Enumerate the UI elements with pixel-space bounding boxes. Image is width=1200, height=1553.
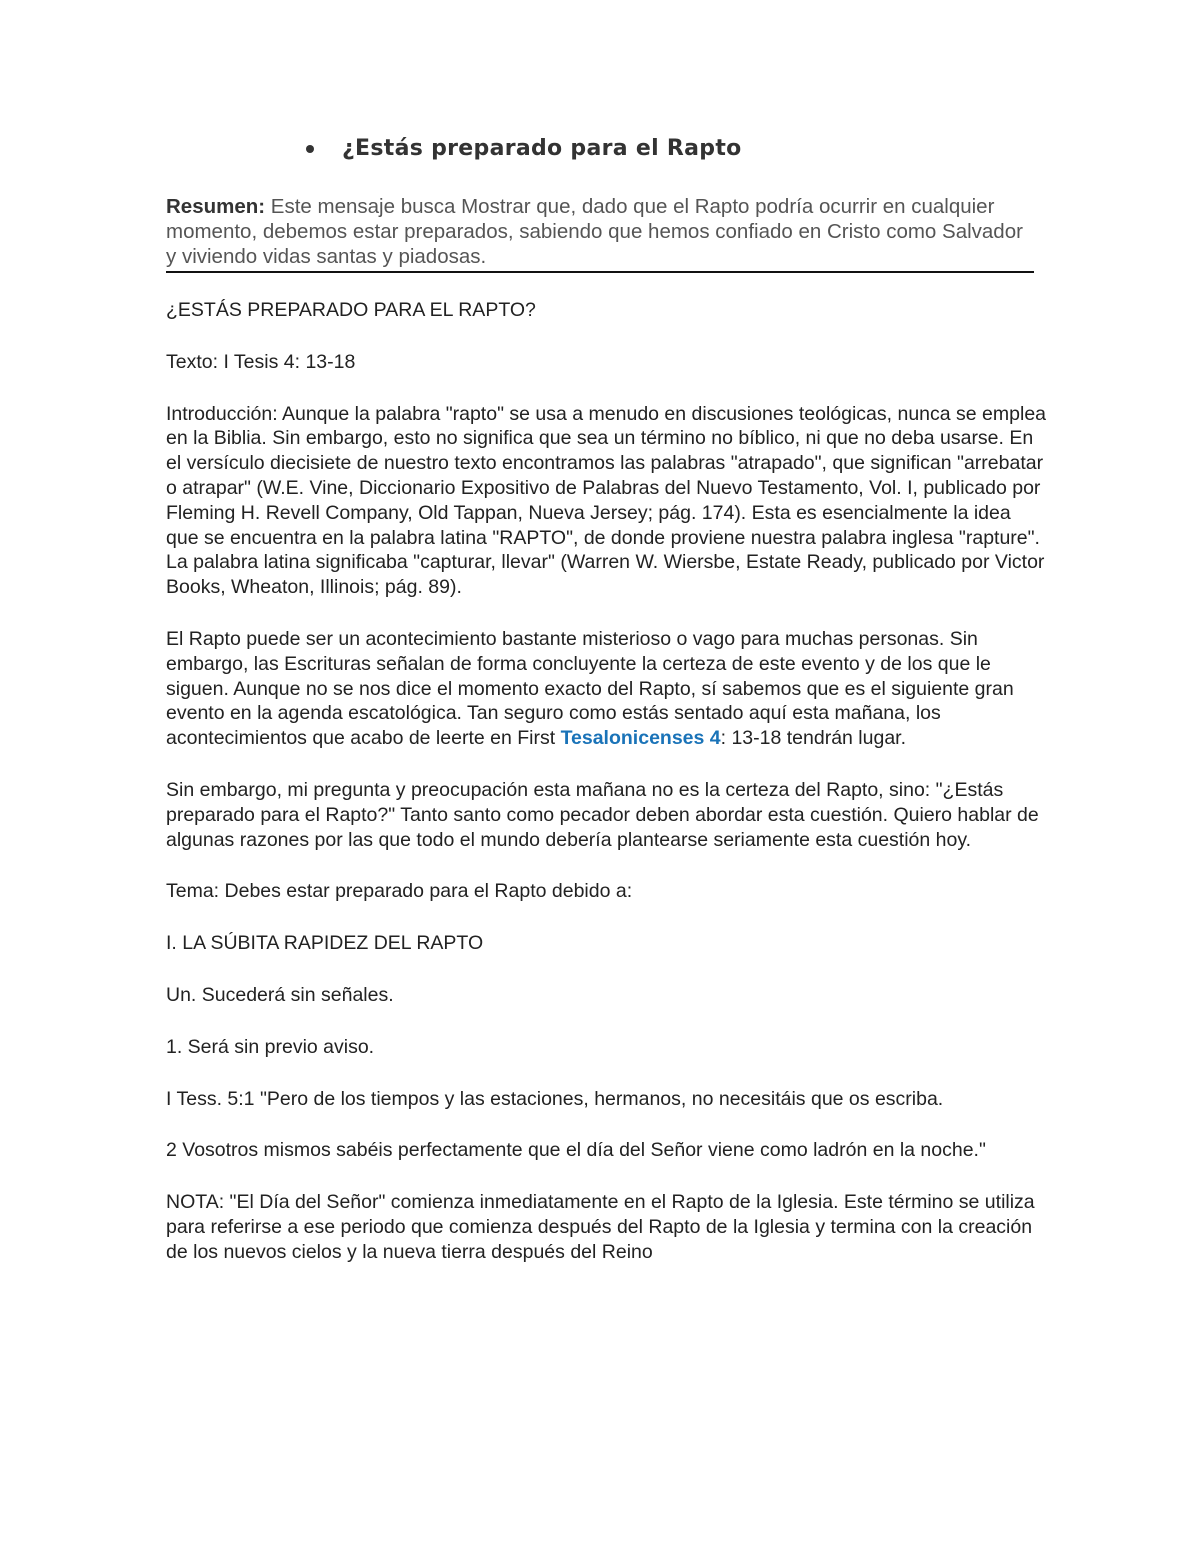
- note-paragraph: NOTA: "El Día del Señor" comienza inmediatamente en el Rapto de la Iglesia. Este término se utiliza para referirse a ese periodo que comienza después del Rapto de la Iglesia y termina con la creación de los nuevos cielos y la nueva tierra después del Reino: [166, 1191, 1035, 1263]
- summary-label: Resumen:: [166, 195, 266, 218]
- question-paragraph: Sin embargo, mi pregunta y preocupación esta mañana no es la certeza del Rapto, sino: "¿Estás preparado para el Rapto?" Tanto santo como pecador deben abordar esta cuestión. Quiero hablar de algunas razones por las que todo el mundo debería plantearse seriamente esta cuestión hoy.: [166, 778, 1039, 851]
- document-body: [166, 298, 1046, 1292]
- introduction-paragraph: Introducción: Aunque la palabra "rapto" se usa a menudo en discusiones teológicas, nunca se emplea en la Biblia. Sin embargo, esto no significa que sea un término no bíblico, ni que no deba usarse. En el versículo diecisiete de nuestro texto encontramos las palabras "atrapado", que significan "arrebatar o atrapar" (W.E. Vine, Diccionario Expositivo de Palabras del Nuevo Testamento, Vol. I, publicado por Fleming H. Revell Company, Old Tappan, Nueva Jersey; pág. 174). Esta es esencialmente la idea que se encuentra en la palabra latina "RAPTO", de donde proviene nuestra palabra inglesa "rapture". La palabra latina significaba "capturar, llevar" (Warren W. Wiersbe, Estate Ready, publicado por Victor Books, Wheaton, Illinois; pág. 89).: [166, 402, 1047, 599]
- rapture-paragraph-text: El Rapto puede ser un acontecimiento bastante misterioso o vago para muchas personas. Sin embargo, las Escrituras señalan de forma concluyente la certeza de este evento y de los que le siguen. Aunque no se nos dice el momento exacto del Rapto, sí sabemos que es el siguiente gran evento en la agenda escatológica. Tan seguro como estás sentado aquí esta mañana, los acontecimientos que acabo de leerte en First: [166, 627, 1014, 750]
- scripture-text-ref: Texto: I Tesis 4: 13-18: [166, 350, 356, 373]
- title-list-item: [306, 136, 742, 161]
- bullet-icon: [306, 145, 314, 153]
- summary-text: Este mensaje busca Mostrar que, dado que el Rapto podría ocurrir en cualquier momento, debemos estar preparados, sabiendo que hemos confiado en Cristo como Salvador y viviendo vidas santas y piadosas.: [166, 195, 1023, 268]
- tesalonicenses-link[interactable]: Tesalonicenses 4: [560, 727, 721, 750]
- sermon-heading: ¿ESTÁS PREPARADO PARA EL RAPTO?: [166, 299, 536, 321]
- summary-block: [166, 194, 1034, 273]
- verse-1: I Tess. 5:1 "Pero de los tiempos y las estaciones, hermanos, no necesitáis que os escriba.: [166, 1087, 944, 1110]
- rapture-paragraph-end: : 13-18 tendrán lugar.: [720, 727, 907, 750]
- rapture-paragraph: [166, 627, 1046, 751]
- theme-line: Tema: Debes estar preparado para el Rapto debido a:: [166, 880, 633, 903]
- document-title: ¿Estás preparado para el Rapto: [342, 136, 742, 161]
- point-1: 1. Será sin previo aviso.: [166, 1035, 375, 1058]
- subpoint-a: Un. Sucederá sin señales.: [166, 983, 394, 1006]
- verse-2: 2 Vosotros mismos sabéis perfectamente que el día del Señor viene como ladrón en la noche.": [166, 1139, 986, 1162]
- section-heading: I. LA SÚBITA RAPIDEZ DEL RAPTO: [166, 932, 484, 955]
